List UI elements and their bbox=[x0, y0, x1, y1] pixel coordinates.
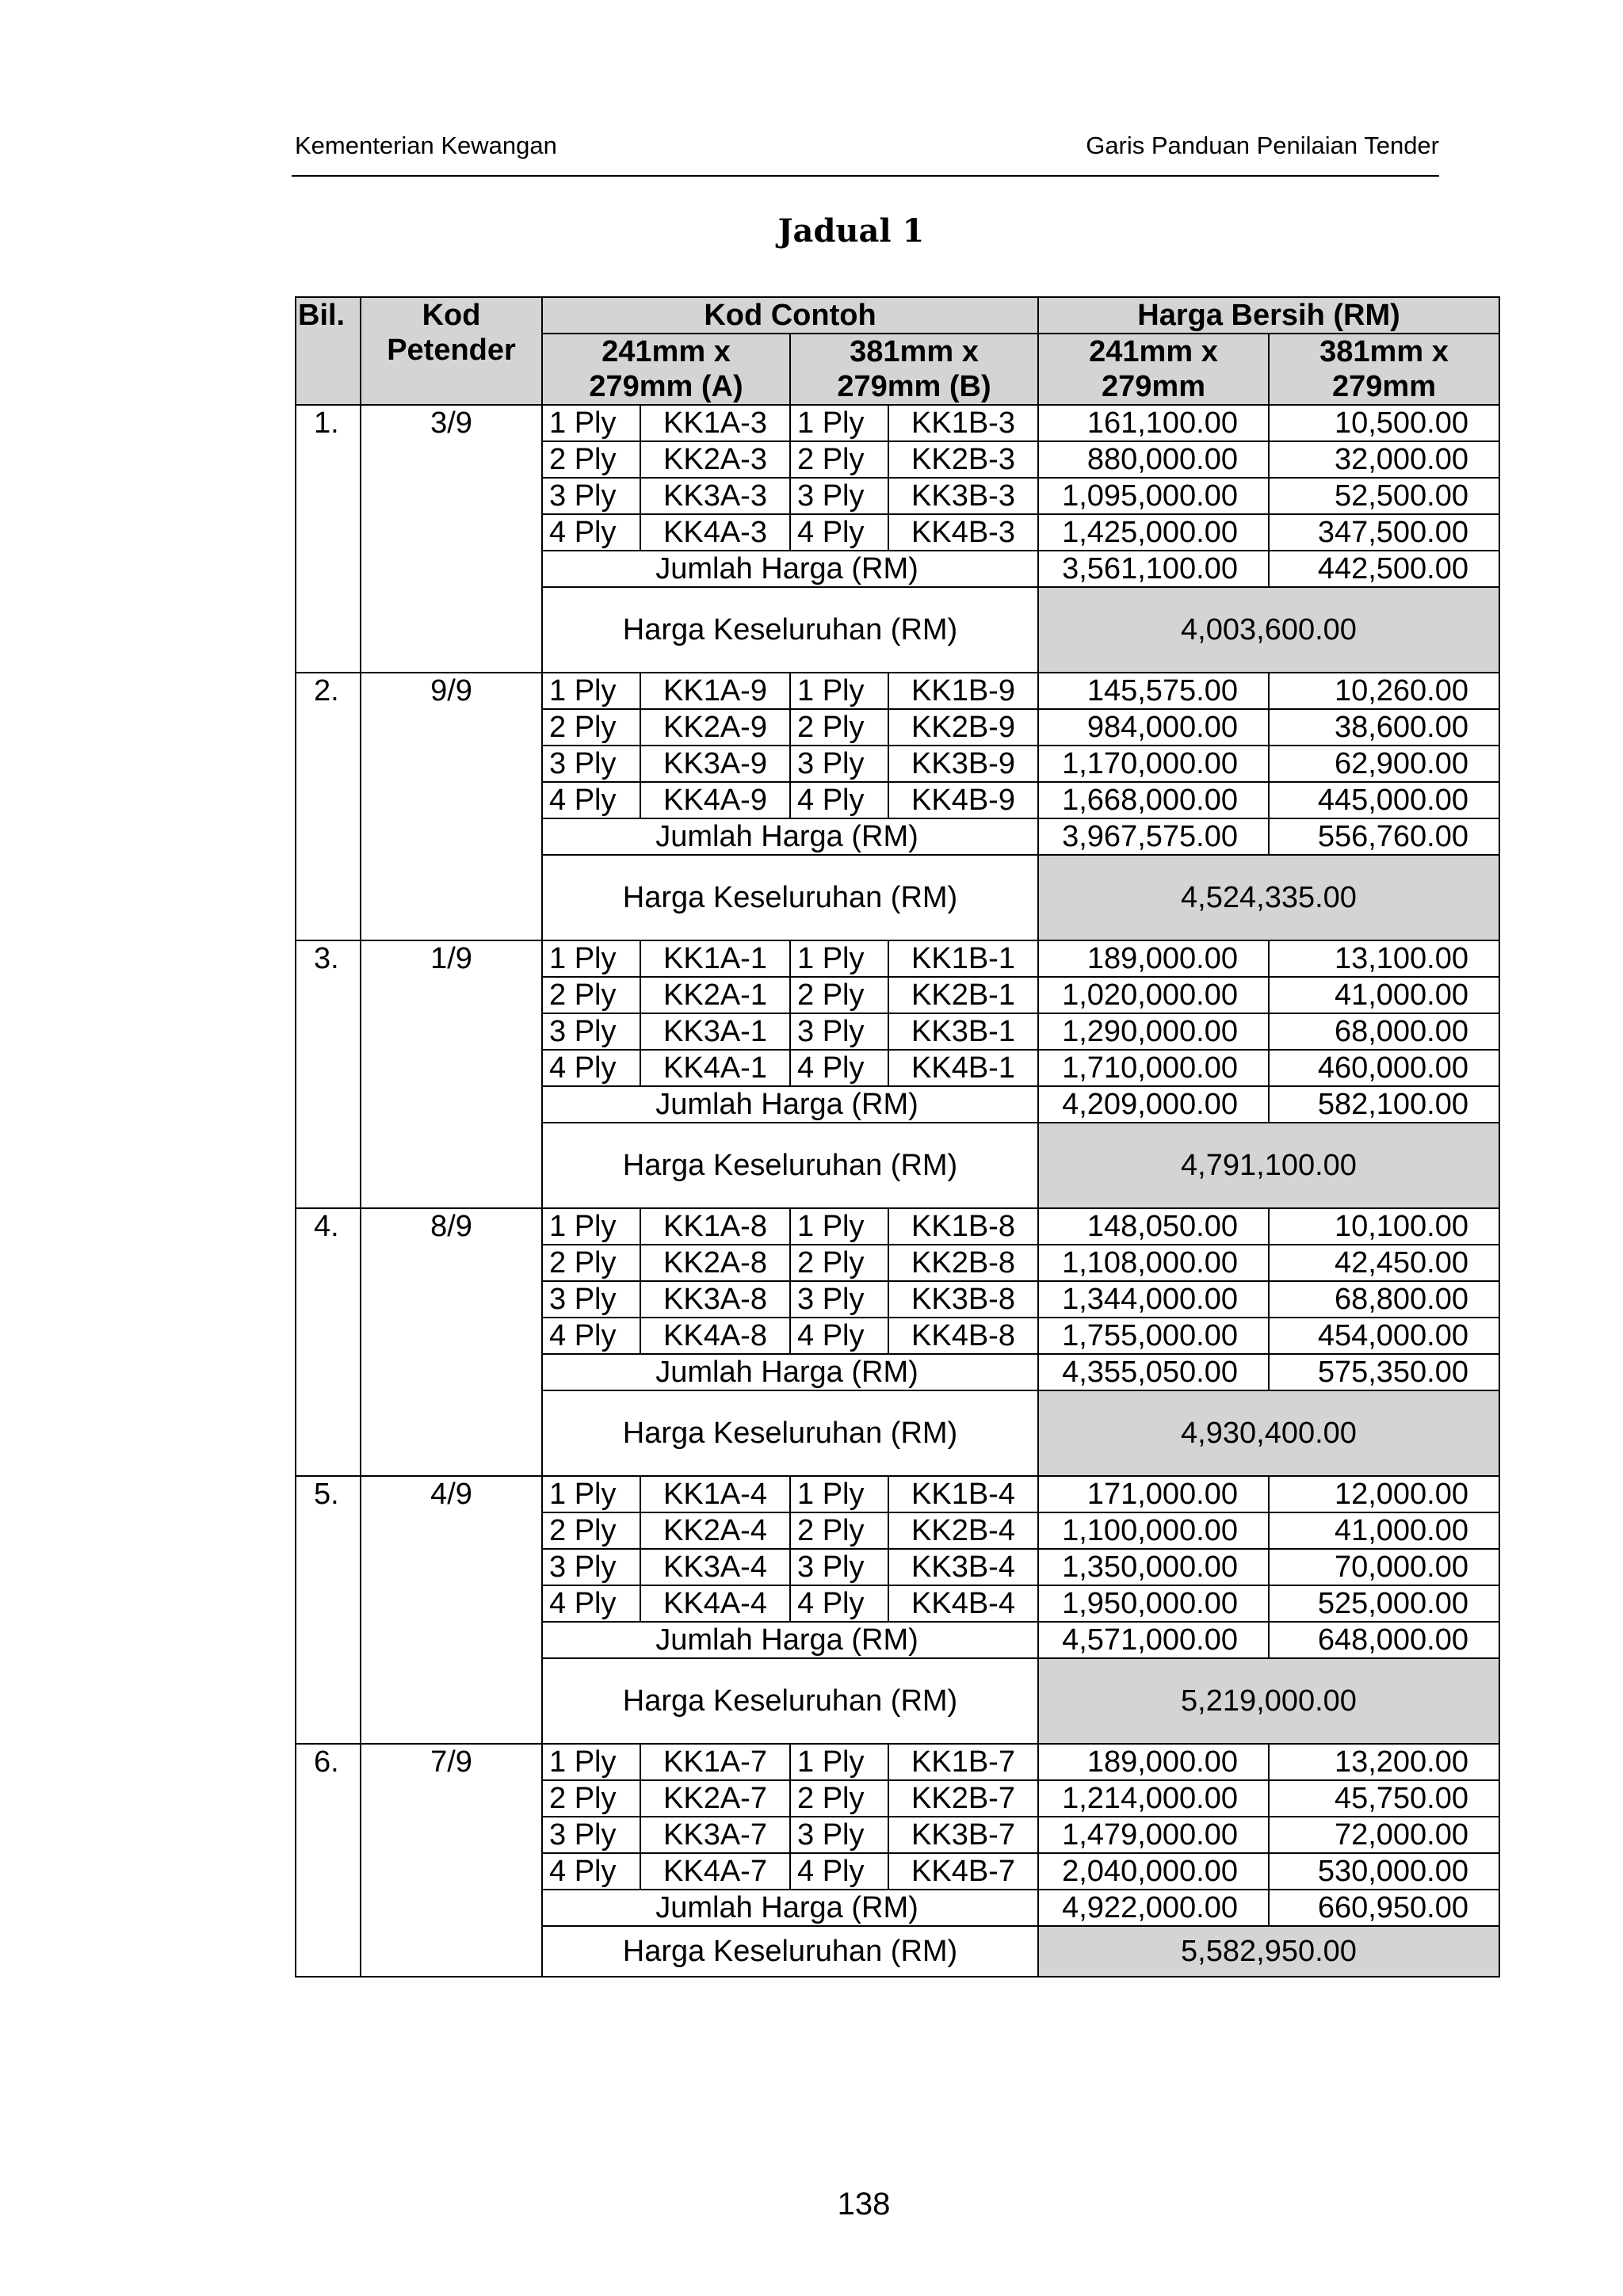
code-a-cell: KK4A-1 bbox=[640, 1050, 790, 1086]
sum-b-cell: 648,000.00 bbox=[1269, 1622, 1499, 1658]
price-a-cell: 145,575.00 bbox=[1038, 673, 1269, 709]
price-a-cell: 1,214,000.00 bbox=[1038, 1780, 1269, 1817]
code-b-cell: KK2B-9 bbox=[888, 709, 1038, 746]
price-b-cell: 52,500.00 bbox=[1269, 478, 1499, 514]
code-a-cell: KK3A-7 bbox=[640, 1817, 790, 1853]
price-a-cell: 1,668,000.00 bbox=[1038, 782, 1269, 818]
code-a-cell: KK3A-9 bbox=[640, 746, 790, 782]
ply-b-cell: 3 Ply bbox=[790, 1281, 888, 1318]
price-b-cell: 445,000.00 bbox=[1269, 782, 1499, 818]
ply-b-cell: 2 Ply bbox=[790, 1512, 888, 1549]
price-a-cell: 1,350,000.00 bbox=[1038, 1549, 1269, 1585]
ply-b-cell: 3 Ply bbox=[790, 1549, 888, 1585]
kod-petender-cell: 1/9 bbox=[361, 940, 542, 1208]
sum-label-cell: Jumlah Harga (RM) bbox=[542, 1086, 1038, 1123]
code-a-cell: KK1A-7 bbox=[640, 1744, 790, 1780]
price-table bbox=[295, 296, 1500, 1978]
price-b-cell: 32,000.00 bbox=[1269, 441, 1499, 478]
ply-a-cell: 4 Ply bbox=[542, 1853, 640, 1890]
code-a-cell: KK1A-1 bbox=[640, 940, 790, 977]
ply-b-cell: 4 Ply bbox=[790, 1050, 888, 1086]
price-a-cell: 1,108,000.00 bbox=[1038, 1245, 1269, 1281]
code-a-cell: KK4A-9 bbox=[640, 782, 790, 818]
ply-a-cell: 3 Ply bbox=[542, 1817, 640, 1853]
ply-b-cell: 3 Ply bbox=[790, 478, 888, 514]
code-a-cell: KK1A-9 bbox=[640, 673, 790, 709]
price-a-cell: 1,710,000.00 bbox=[1038, 1050, 1269, 1086]
price-a-cell: 189,000.00 bbox=[1038, 1744, 1269, 1780]
ply-a-cell: 4 Ply bbox=[542, 1318, 640, 1354]
price-a-cell: 1,479,000.00 bbox=[1038, 1817, 1269, 1853]
grand-label-cell: Harga Keseluruhan (RM) bbox=[542, 587, 1038, 673]
code-a-cell: KK1A-8 bbox=[640, 1208, 790, 1245]
code-a-cell: KK2A-4 bbox=[640, 1512, 790, 1549]
code-a-cell: KK3A-8 bbox=[640, 1281, 790, 1318]
ply-b-cell: 1 Ply bbox=[790, 1476, 888, 1512]
table-row bbox=[296, 405, 1499, 441]
price-b-cell: 38,600.00 bbox=[1269, 709, 1499, 746]
grand-label-cell: Harga Keseluruhan (RM) bbox=[542, 1123, 1038, 1208]
code-b-cell: KK2B-1 bbox=[888, 977, 1038, 1013]
ply-a-cell: 3 Ply bbox=[542, 746, 640, 782]
price-b-cell: 45,750.00 bbox=[1269, 1780, 1499, 1817]
table-title: Jadual 1 bbox=[777, 212, 925, 250]
code-a-cell: KK2A-7 bbox=[640, 1780, 790, 1817]
ply-b-cell: 4 Ply bbox=[790, 1585, 888, 1622]
kod-petender-cell: 4/9 bbox=[361, 1476, 542, 1744]
price-a-cell: 161,100.00 bbox=[1038, 405, 1269, 441]
sum-label-cell: Jumlah Harga (RM) bbox=[542, 818, 1038, 855]
code-a-cell: KK2A-9 bbox=[640, 709, 790, 746]
ply-b-cell: 4 Ply bbox=[790, 1853, 888, 1890]
code-b-cell: KK2B-8 bbox=[888, 1245, 1038, 1281]
code-a-cell: KK1A-4 bbox=[640, 1476, 790, 1512]
ply-a-cell: 2 Ply bbox=[542, 1512, 640, 1549]
bil-cell: 6. bbox=[296, 1744, 361, 1977]
sum-label-cell: Jumlah Harga (RM) bbox=[542, 1354, 1038, 1390]
bil-cell: 3. bbox=[296, 940, 361, 1208]
ply-a-cell: 3 Ply bbox=[542, 1281, 640, 1318]
code-a-cell: KK4A-3 bbox=[640, 514, 790, 551]
code-b-cell: KK1B-3 bbox=[888, 405, 1038, 441]
price-b-cell: 10,100.00 bbox=[1269, 1208, 1499, 1245]
code-a-cell: KK3A-4 bbox=[640, 1549, 790, 1585]
code-b-cell: KK3B-8 bbox=[888, 1281, 1038, 1318]
ply-a-cell: 2 Ply bbox=[542, 1780, 640, 1817]
code-b-cell: KK4B-8 bbox=[888, 1318, 1038, 1354]
price-b-cell: 530,000.00 bbox=[1269, 1853, 1499, 1890]
code-b-cell: KK1B-8 bbox=[888, 1208, 1038, 1245]
ply-a-cell: 2 Ply bbox=[542, 709, 640, 746]
sum-b-cell: 660,950.00 bbox=[1269, 1890, 1499, 1926]
price-b-cell: 62,900.00 bbox=[1269, 746, 1499, 782]
price-b-cell: 347,500.00 bbox=[1269, 514, 1499, 551]
code-b-cell: KK3B-3 bbox=[888, 478, 1038, 514]
code-b-cell: KK1B-1 bbox=[888, 940, 1038, 977]
price-a-cell: 2,040,000.00 bbox=[1038, 1853, 1269, 1890]
code-b-cell: KK4B-1 bbox=[888, 1050, 1038, 1086]
ply-a-cell: 3 Ply bbox=[542, 1013, 640, 1050]
ply-b-cell: 1 Ply bbox=[790, 1208, 888, 1245]
sum-a-cell: 4,571,000.00 bbox=[1038, 1622, 1269, 1658]
grand-value-cell: 4,003,600.00 bbox=[1038, 587, 1499, 673]
price-a-cell: 1,290,000.00 bbox=[1038, 1013, 1269, 1050]
grand-value-cell: 5,219,000.00 bbox=[1038, 1658, 1499, 1744]
sub-header-price-a: 241mm x 279mm bbox=[1038, 334, 1269, 405]
code-a-cell: KK3A-3 bbox=[640, 478, 790, 514]
price-b-cell: 41,000.00 bbox=[1269, 1512, 1499, 1549]
sum-label-cell: Jumlah Harga (RM) bbox=[542, 551, 1038, 587]
code-a-cell: KK4A-7 bbox=[640, 1853, 790, 1890]
kod-petender-cell: 8/9 bbox=[361, 1208, 542, 1476]
price-b-cell: 41,000.00 bbox=[1269, 977, 1499, 1013]
code-b-cell: KK2B-3 bbox=[888, 441, 1038, 478]
sum-a-cell: 3,967,575.00 bbox=[1038, 818, 1269, 855]
grand-value-cell: 4,930,400.00 bbox=[1038, 1390, 1499, 1476]
ply-a-cell: 1 Ply bbox=[542, 1208, 640, 1245]
code-b-cell: KK4B-3 bbox=[888, 514, 1038, 551]
ply-b-cell: 2 Ply bbox=[790, 441, 888, 478]
price-a-cell: 148,050.00 bbox=[1038, 1208, 1269, 1245]
code-b-cell: KK4B-4 bbox=[888, 1585, 1038, 1622]
col-kod-petender-header: Kod Petender bbox=[361, 297, 542, 405]
sum-label-cell: Jumlah Harga (RM) bbox=[542, 1890, 1038, 1926]
ply-a-cell: 4 Ply bbox=[542, 782, 640, 818]
ply-a-cell: 2 Ply bbox=[542, 1245, 640, 1281]
ply-b-cell: 1 Ply bbox=[790, 940, 888, 977]
code-b-cell: KK4B-7 bbox=[888, 1853, 1038, 1890]
ply-b-cell: 4 Ply bbox=[790, 514, 888, 551]
ply-b-cell: 3 Ply bbox=[790, 1013, 888, 1050]
bil-cell: 2. bbox=[296, 673, 361, 940]
code-b-cell: KK3B-9 bbox=[888, 746, 1038, 782]
price-b-cell: 72,000.00 bbox=[1269, 1817, 1499, 1853]
table-row bbox=[296, 1744, 1499, 1780]
code-b-cell: KK1B-7 bbox=[888, 1744, 1038, 1780]
bil-cell: 4. bbox=[296, 1208, 361, 1476]
sum-b-cell: 582,100.00 bbox=[1269, 1086, 1499, 1123]
grand-label-cell: Harga Keseluruhan (RM) bbox=[542, 855, 1038, 940]
ply-a-cell: 3 Ply bbox=[542, 1549, 640, 1585]
price-b-cell: 525,000.00 bbox=[1269, 1585, 1499, 1622]
grand-value-cell: 4,791,100.00 bbox=[1038, 1123, 1499, 1208]
ply-a-cell: 4 Ply bbox=[542, 514, 640, 551]
price-b-cell: 454,000.00 bbox=[1269, 1318, 1499, 1354]
price-a-cell: 1,344,000.00 bbox=[1038, 1281, 1269, 1318]
code-a-cell: KK2A-1 bbox=[640, 977, 790, 1013]
code-a-cell: KK4A-8 bbox=[640, 1318, 790, 1354]
code-b-cell: KK3B-4 bbox=[888, 1549, 1038, 1585]
ply-b-cell: 3 Ply bbox=[790, 746, 888, 782]
code-a-cell: KK3A-1 bbox=[640, 1013, 790, 1050]
sum-b-cell: 442,500.00 bbox=[1269, 551, 1499, 587]
sum-b-cell: 556,760.00 bbox=[1269, 818, 1499, 855]
sum-label-cell: Jumlah Harga (RM) bbox=[542, 1622, 1038, 1658]
code-b-cell: KK3B-1 bbox=[888, 1013, 1038, 1050]
ply-a-cell: 1 Ply bbox=[542, 405, 640, 441]
price-b-cell: 70,000.00 bbox=[1269, 1549, 1499, 1585]
ply-b-cell: 2 Ply bbox=[790, 1245, 888, 1281]
sub-header-b: 381mm x 279mm (B) bbox=[790, 334, 1038, 405]
code-b-cell: KK2B-4 bbox=[888, 1512, 1038, 1549]
sub-header-price-b: 381mm x 279mm bbox=[1269, 334, 1499, 405]
ply-a-cell: 4 Ply bbox=[542, 1050, 640, 1086]
sum-a-cell: 4,355,050.00 bbox=[1038, 1354, 1269, 1390]
ply-b-cell: 4 Ply bbox=[790, 1318, 888, 1354]
ply-b-cell: 2 Ply bbox=[790, 977, 888, 1013]
running-header-right: Garis Panduan Penilaian Tender bbox=[1086, 132, 1439, 159]
price-b-cell: 10,500.00 bbox=[1269, 405, 1499, 441]
ply-a-cell: 1 Ply bbox=[542, 1744, 640, 1780]
price-a-cell: 1,020,000.00 bbox=[1038, 977, 1269, 1013]
price-a-cell: 189,000.00 bbox=[1038, 940, 1269, 977]
kod-petender-cell: 9/9 bbox=[361, 673, 542, 940]
table-row bbox=[296, 673, 1499, 709]
price-b-cell: 460,000.00 bbox=[1269, 1050, 1499, 1086]
kod-petender-cell: 7/9 bbox=[361, 1744, 542, 1977]
price-a-cell: 1,425,000.00 bbox=[1038, 514, 1269, 551]
price-b-cell: 13,100.00 bbox=[1269, 940, 1499, 977]
price-b-cell: 13,200.00 bbox=[1269, 1744, 1499, 1780]
price-a-cell: 171,000.00 bbox=[1038, 1476, 1269, 1512]
price-b-cell: 68,000.00 bbox=[1269, 1013, 1499, 1050]
price-a-cell: 1,950,000.00 bbox=[1038, 1585, 1269, 1622]
price-b-cell: 42,450.00 bbox=[1269, 1245, 1499, 1281]
table-body bbox=[296, 405, 1499, 1977]
code-b-cell: KK2B-7 bbox=[888, 1780, 1038, 1817]
ply-a-cell: 3 Ply bbox=[542, 478, 640, 514]
code-a-cell: KK2A-8 bbox=[640, 1245, 790, 1281]
grand-value-cell: 5,582,950.00 bbox=[1038, 1926, 1499, 1977]
sum-a-cell: 3,561,100.00 bbox=[1038, 551, 1269, 587]
code-a-cell: KK2A-3 bbox=[640, 441, 790, 478]
price-a-cell: 984,000.00 bbox=[1038, 709, 1269, 746]
running-header-left: Kementerian Kewangan bbox=[295, 132, 557, 159]
price-a-cell: 880,000.00 bbox=[1038, 441, 1269, 478]
table-row bbox=[296, 1208, 1499, 1245]
price-a-cell: 1,170,000.00 bbox=[1038, 746, 1269, 782]
code-b-cell: KK4B-9 bbox=[888, 782, 1038, 818]
kod-petender-cell: 3/9 bbox=[361, 405, 542, 673]
ply-a-cell: 4 Ply bbox=[542, 1585, 640, 1622]
ply-b-cell: 1 Ply bbox=[790, 1744, 888, 1780]
col-kod-contoh-header: Kod Contoh bbox=[542, 297, 1038, 334]
price-a-cell: 1,095,000.00 bbox=[1038, 478, 1269, 514]
ply-b-cell: 3 Ply bbox=[790, 1817, 888, 1853]
ply-a-cell: 1 Ply bbox=[542, 673, 640, 709]
table-row bbox=[296, 1476, 1499, 1512]
price-a-cell: 1,100,000.00 bbox=[1038, 1512, 1269, 1549]
code-b-cell: KK1B-4 bbox=[888, 1476, 1038, 1512]
price-b-cell: 10,260.00 bbox=[1269, 673, 1499, 709]
code-a-cell: KK1A-3 bbox=[640, 405, 790, 441]
grand-label-cell: Harga Keseluruhan (RM) bbox=[542, 1390, 1038, 1476]
price-a-cell: 1,755,000.00 bbox=[1038, 1318, 1269, 1354]
ply-b-cell: 1 Ply bbox=[790, 673, 888, 709]
ply-b-cell: 2 Ply bbox=[790, 1780, 888, 1817]
ply-a-cell: 1 Ply bbox=[542, 940, 640, 977]
table-row bbox=[296, 940, 1499, 977]
code-b-cell: KK1B-9 bbox=[888, 673, 1038, 709]
ply-a-cell: 1 Ply bbox=[542, 1476, 640, 1512]
ply-b-cell: 2 Ply bbox=[790, 709, 888, 746]
grand-value-cell: 4,524,335.00 bbox=[1038, 855, 1499, 940]
ply-a-cell: 2 Ply bbox=[542, 441, 640, 478]
ply-b-cell: 4 Ply bbox=[790, 782, 888, 818]
sum-a-cell: 4,922,000.00 bbox=[1038, 1890, 1269, 1926]
price-b-cell: 68,800.00 bbox=[1269, 1281, 1499, 1318]
page-number: 138 bbox=[837, 2187, 891, 2222]
header-rule bbox=[292, 175, 1439, 177]
sum-a-cell: 4,209,000.00 bbox=[1038, 1086, 1269, 1123]
col-bil-header: Bil. bbox=[296, 297, 361, 405]
ply-a-cell: 2 Ply bbox=[542, 977, 640, 1013]
bil-cell: 1. bbox=[296, 405, 361, 673]
sum-b-cell: 575,350.00 bbox=[1269, 1354, 1499, 1390]
bil-cell: 5. bbox=[296, 1476, 361, 1744]
ply-b-cell: 1 Ply bbox=[790, 405, 888, 441]
grand-label-cell: Harga Keseluruhan (RM) bbox=[542, 1658, 1038, 1744]
price-b-cell: 12,000.00 bbox=[1269, 1476, 1499, 1512]
col-harga-bersih-header: Harga Bersih (RM) bbox=[1038, 297, 1499, 334]
code-a-cell: KK4A-4 bbox=[640, 1585, 790, 1622]
grand-label-cell: Harga Keseluruhan (RM) bbox=[542, 1926, 1038, 1977]
code-b-cell: KK3B-7 bbox=[888, 1817, 1038, 1853]
sub-header-a: 241mm x 279mm (A) bbox=[542, 334, 790, 405]
